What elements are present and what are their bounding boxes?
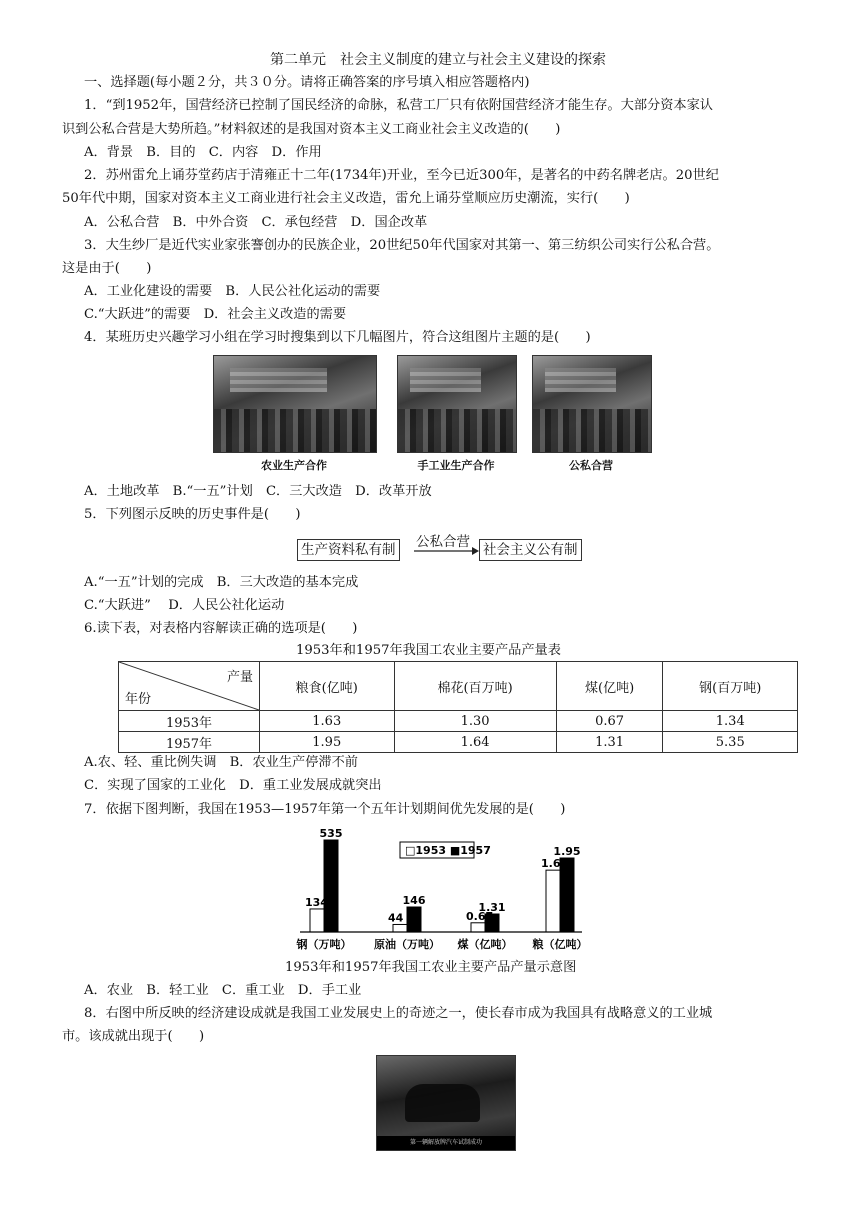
q4-line1: 4．某班历史兴趣学习小组在学习时搜集到以下几幅图片，符合这组图片主题的是( ) xyxy=(84,330,591,345)
arrow-label: 公私合营 xyxy=(416,534,470,550)
agriculture-cooperation-photo xyxy=(213,355,377,453)
data-label-1953: 1.63 xyxy=(541,857,569,871)
header-coal: 煤(亿吨) xyxy=(556,662,663,711)
q7-line1: 7．依据下图判断，我国在1953—1957年第一个五年计划期间优先发展的是( ) xyxy=(84,802,566,817)
corner-label-production: 产量 xyxy=(226,670,253,685)
cell-value: 1.31 xyxy=(556,732,663,753)
bar-1957 xyxy=(407,907,421,932)
q1-line2: 识到公私合营是大势所趋。”材料叙述的是我国对资本主义工商业社会主义改造的( ) xyxy=(62,122,561,137)
category-label: 粮（亿吨） xyxy=(532,938,588,951)
q8-line2: 市。该成就出现于( ) xyxy=(62,1029,205,1044)
data-label-1957: 146 xyxy=(402,894,426,907)
bar-1953 xyxy=(471,923,485,932)
cell-value: 1.63 xyxy=(260,711,395,732)
page-title: 第二单元 社会主义制度的建立与社会主义建设的探索 xyxy=(270,52,606,68)
data-label-1953: 134 xyxy=(305,895,328,909)
production-bar-chart xyxy=(290,822,590,954)
bar-1953 xyxy=(546,870,560,932)
category-label: 煤（亿吨） xyxy=(457,938,513,951)
data-label-1957: 535 xyxy=(319,827,343,840)
photo-caption-2: 手工业生产合作 xyxy=(417,459,495,472)
cell-value: 0.67 xyxy=(556,711,663,732)
data-label-1953: 44 xyxy=(388,911,404,925)
bar-1957 xyxy=(324,840,338,932)
cell-value: 1.34 xyxy=(663,711,798,732)
cell-value: 1.30 xyxy=(394,711,556,732)
q6-line1: 6.读下表，对表格内容解读正确的选项是( ) xyxy=(84,621,358,636)
q5-options-2: C.“大跃进” D．人民公社化运动 xyxy=(84,598,285,613)
header-grain: 粮食(亿吨) xyxy=(260,662,395,711)
private-ownership-box: 生产资料私有制 xyxy=(297,539,400,561)
q5-options-1: A.“一五”计划的完成 B．三大改造的基本完成 xyxy=(84,575,359,590)
photo-caption-1: 农业生产合作 xyxy=(261,459,327,472)
header-steel: 钢(百万吨) xyxy=(663,662,798,711)
chart-caption: 1953年和1957年我国工农业主要产品产量示意图 xyxy=(285,960,577,975)
q8-line1: 8．右图中所反映的经济建设成就是我国工业发展史上的奇迹之一，使长春市成为我国具有战略意义的工业城 xyxy=(84,1006,713,1021)
row-year: 1953年 xyxy=(119,711,260,732)
q1-options: A．背景 B．目的 C．内容 D．作用 xyxy=(84,145,322,160)
bar-1953 xyxy=(393,924,407,932)
q6-options-1: A.农、轻、重比例失调 B．农业生产停滞不前 xyxy=(84,755,358,770)
q3-options-1: A．工业化建设的需要 B．人民公社化运动的需要 xyxy=(84,284,381,299)
bar-1953 xyxy=(310,909,324,932)
category-label: 钢（万吨） xyxy=(296,938,352,951)
q6-options-2: C．实现了国家的工业化 D．重工业发展成就突出 xyxy=(84,778,382,793)
cell-value: 1.64 xyxy=(394,732,556,753)
q5-line1: 5．下列图示反映的历史事件是( ) xyxy=(84,507,301,522)
q3-line1: 3．大生纱厂是近代实业家张謇创办的民族企业，20世纪50年代国家对其第一、第三纺织公司实行公私合营。 xyxy=(84,238,720,253)
category-label: 原油（万吨） xyxy=(374,938,440,951)
q3-options-2: C.“大跃进”的需要 D．社会主义改造的需要 xyxy=(84,307,347,322)
public-ownership-box: 社会主义公有制 xyxy=(479,539,582,561)
first-truck-photo xyxy=(376,1055,516,1151)
chart-legend: □1953 ■1957 xyxy=(405,844,491,857)
flow-arrow xyxy=(412,545,480,557)
q2-line2: 50年代中期，国家对资本主义工商业进行社会主义改造，雷允上诵芬堂顺应历史潮流，实行( ) xyxy=(62,191,630,206)
production-table xyxy=(118,661,798,753)
q1-line1: 1．“到1952年，国营经济已控制了国民经济的命脉，私营工厂只有依附国营经济才能生存。大部分资本家认 xyxy=(84,98,713,113)
data-label-1957: 1.31 xyxy=(478,901,506,914)
table-row xyxy=(119,711,798,732)
truck-photo-caption: 第一辆解放牌汽车试制成功 xyxy=(377,1136,515,1150)
q3-line2: 这是由于( ) xyxy=(62,261,152,276)
data-label-1957: 1.95 xyxy=(553,845,581,858)
q2-line1: 2．苏州雷允上诵芬堂药店于清雍正十二年(1734年)开业，至今已近300年，是著名的中药名牌老店。20世纪 xyxy=(84,168,719,183)
table-row xyxy=(119,732,798,753)
table-title: 1953年和1957年我国工农业主要产品产量表 xyxy=(296,643,561,658)
data-label-1953: 0.67 xyxy=(466,909,494,923)
cell-value: 5.35 xyxy=(663,732,798,753)
handicraft-cooperation-photo xyxy=(397,355,517,453)
q7-options: A．农业 B．轻工业 C．重工业 D．手工业 xyxy=(84,983,362,998)
section-heading: 一、选择题(每小题２分，共３０分。请将正确答案的序号填入相应答题格内) xyxy=(84,75,530,90)
photo-caption-3: 公私合营 xyxy=(569,459,613,472)
row-year: 1957年 xyxy=(119,732,260,753)
header-cotton: 棉花(百万吨) xyxy=(394,662,556,711)
q2-options: A．公私合营 B．中外合资 C．承包经营 D．国企改革 xyxy=(84,215,428,230)
corner-label-year: 年份 xyxy=(125,692,152,707)
q4-options: A．土地改革 B.“一五”计划 C．三大改造 D．改革开放 xyxy=(84,484,432,499)
table-header-row xyxy=(119,662,798,711)
cell-value: 1.95 xyxy=(260,732,395,753)
joint-venture-photo xyxy=(532,355,652,453)
table-corner-cell xyxy=(119,662,260,711)
